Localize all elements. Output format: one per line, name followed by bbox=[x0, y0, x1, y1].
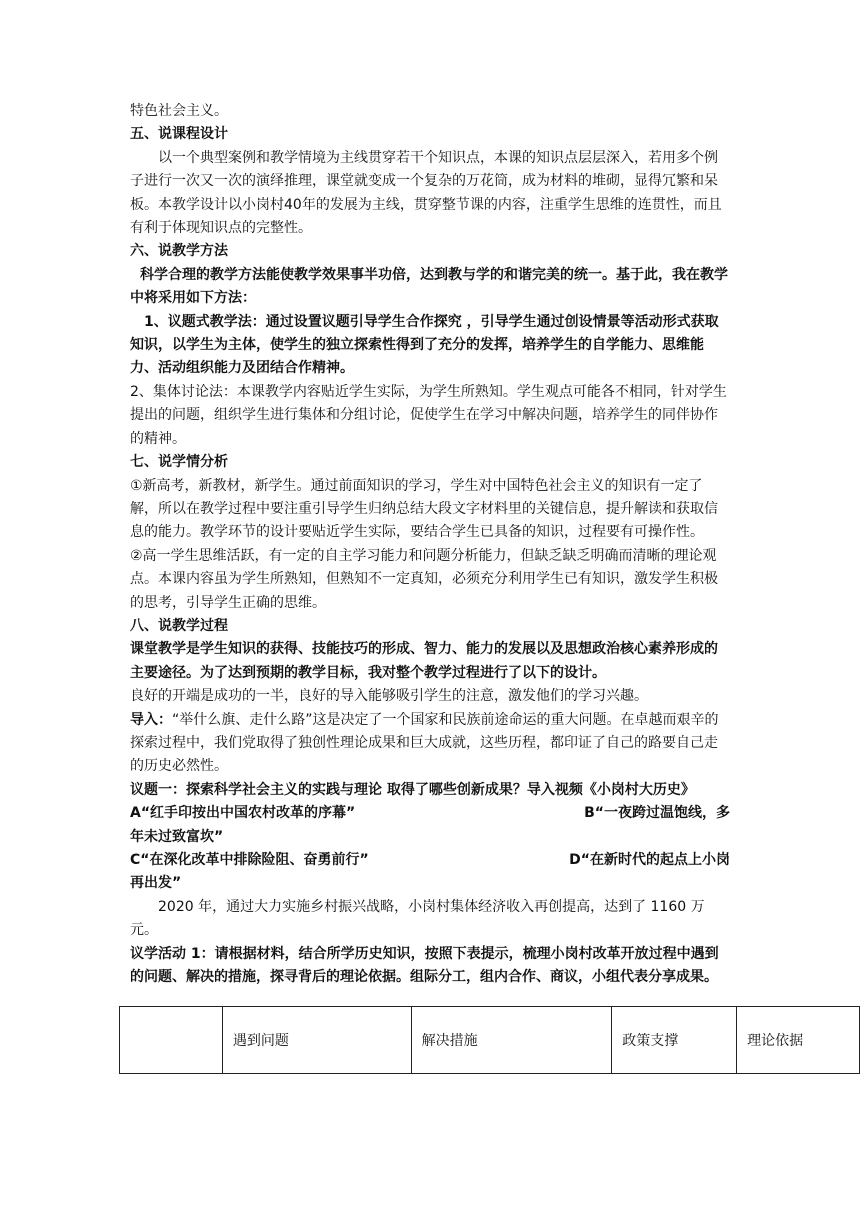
section-heading-8: 八、说教学过程 bbox=[130, 617, 228, 634]
activity-one: 议学活动 1：请根据材料，结合所学历史知识，按照下表提示，梳理小岗村改革开放过程中遇到的问题、解决的措施，探寻背后的理论依据。组际分工，组内合作、商议，小组代表分享成果。 bbox=[130, 945, 719, 986]
paragraph: 2020 年，通过大力实施乡村振兴战略，小岗村集体经济收入再创提高，达到了 1160 万元。 bbox=[130, 898, 705, 939]
document-body bbox=[130, 100, 730, 989]
option-b-cont: 年未过致富坎” bbox=[130, 828, 224, 845]
paragraph: 课堂教学是学生知识的获得、技能技巧的形成、智力、能力的发展以及思想政治核心素养形成的主要途径。为了达到预期的教学目标，我对整个教学过程进行了以下的设计。 bbox=[130, 641, 718, 681]
intro-label: 导入： bbox=[130, 711, 172, 728]
table-header-cell: 政策支撑 bbox=[612, 1007, 737, 1074]
section-heading-7: 七、说学情分析 bbox=[130, 454, 228, 471]
paragraph: 良好的开端是成功的一半，良好的导入能够吸引学生的注意，激发他们的学习兴趣。 bbox=[130, 688, 648, 705]
paragraph bbox=[130, 709, 730, 779]
paragraph: 1、议题式教学法：通过设置议题引导学生合作探究 ，引导学生通过创设情景等活动形式获取知识，以学生为主体，使学生的独立探索性得到了充分的发挥，培养学生的自学能力、思维能力、活动组织能力及团结合作精神。 bbox=[130, 313, 719, 377]
table-header-cell: 解决措施 bbox=[411, 1007, 612, 1074]
option-d-cont: 再出发” bbox=[130, 875, 182, 892]
paragraph: ①新高考，新教材，新学生。通过前面知识的学习，学生对中国特色社会主义的知识有一定了解，所以在教学过程中要注重引导学生归纳总结大段文字材料里的关键信息，提升解读和获取信息的能力。教学环节的设计要贴近学生实际，要结合学生已具备的知识，过程要有可操作性。 bbox=[130, 477, 718, 541]
option-b: B“一夜跨过温饱线，多 bbox=[584, 805, 730, 822]
section-heading-6: 六、说教学方法 bbox=[130, 243, 228, 260]
paragraph: ②高一学生思维活跃，有一定的自主学习能力和问题分析能力，但缺乏缺乏明确而清晰的理论观点。本课内容虽为学生所熟知，但熟知不一定真知，必须充分利用学生已有知识，激发学生积极的思考，引导学生正确的思维。 bbox=[130, 547, 718, 611]
table-header-cell: 遇到问题 bbox=[222, 1007, 411, 1074]
paragraph: 以一个典型案例和教学情境为主线贯穿若干个知识点，本课的知识点层层深入，若用多个例子进行一次又一次的演绎推理，课堂就变成一个复杂的万花筒，成为材料的堆砌，显得冗繁和呆板。本教学设计以小岗村40年的发展为主线，贯穿整节课的内容，注重学生思维的连贯性，而且有利于体现知识点的完整性。 bbox=[130, 149, 722, 237]
option-c: C“在深化改革中排除险阻、奋勇前行” bbox=[130, 852, 369, 868]
topic-one: 议题一：探索科学社会主义的实践与理论 取得了哪些创新成果？导入视频《小岗村大历史》 bbox=[130, 781, 695, 798]
section-heading-5: 五、说课程设计 bbox=[130, 126, 228, 143]
option-a: A“红手印按出中国农村改革的序幕” bbox=[130, 805, 356, 822]
option-d: D“在新时代的起点上小岗 bbox=[569, 852, 730, 868]
option-row-ab bbox=[130, 802, 730, 825]
paragraph: 科学合理的教学方法能使教学效果事半功倍，达到教与学的和谐完美的统一。基于此，我在教学中将采用如下方法： bbox=[130, 266, 728, 307]
analysis-table bbox=[119, 1006, 860, 1074]
text-line: 特色社会主义。 bbox=[130, 103, 228, 119]
paragraph: 2、集体讨论法：本课教学内容贴近学生实际，为学生所熟知。学生观点可能各不相同，针对学生提出的问题，组织学生进行集体和分组讨论，促使学生在学习中解决问题，培养学生的同伴协作的精神。 bbox=[130, 383, 727, 447]
intro-text: “举什么旗、走什么路”这是决定了一个国家和民族前途命运的重大问题。在卓越而艰辛的探索过程中，我们党取得了独创性理论成果和巨大成就，这些历程，都印证了自己的路要自己走的历史必然性。 bbox=[130, 711, 719, 775]
option-row-cd bbox=[130, 849, 730, 872]
table-row bbox=[120, 1007, 860, 1074]
table-header-cell bbox=[120, 1007, 223, 1074]
table-header-cell: 理论依据 bbox=[737, 1007, 860, 1074]
